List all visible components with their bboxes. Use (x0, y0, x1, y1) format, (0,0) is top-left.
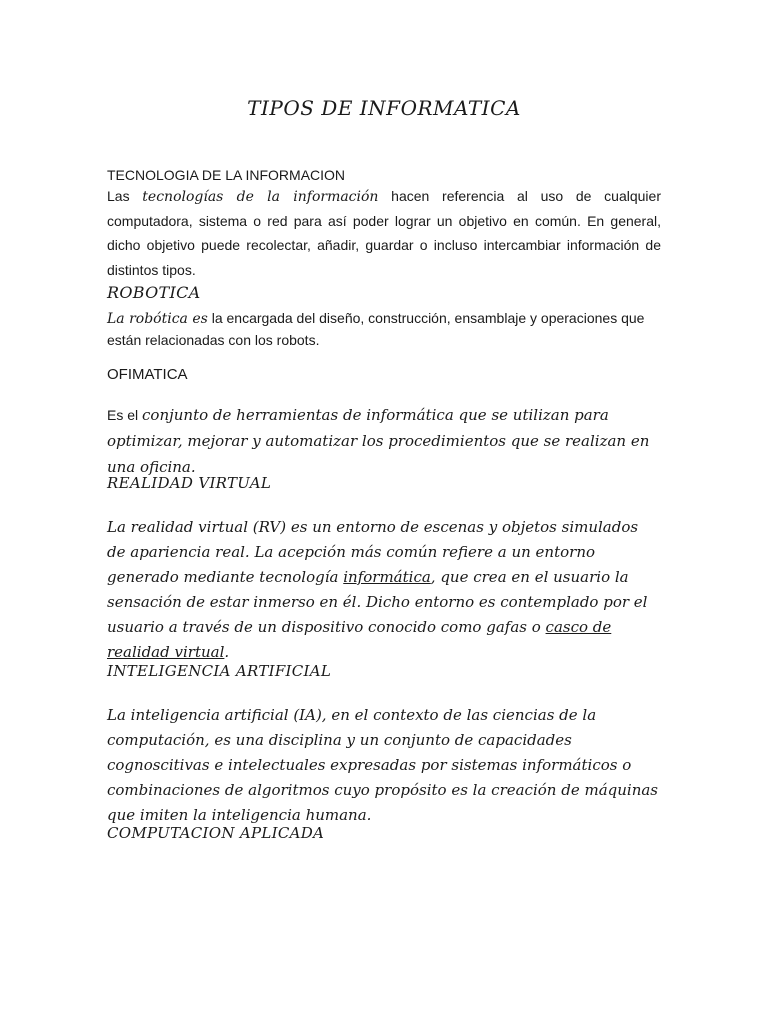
section-heading-inteligencia-artificial: INTELIGENCIA ARTIFICIAL (107, 662, 332, 680)
paragraph-realidad-virtual-text-2: , que crea en el usuario la sensación de estar inmerso en él. Dicho entorno es contemplado por el usuario a través de un dispositivo conocido como gafas o (107, 568, 648, 636)
paragraph-tecnologia (107, 185, 661, 283)
paragraph-ofimatica-lead: Es el (107, 407, 143, 423)
section-heading-tecnologia: TECNOLOGIA DE LA INFORMACION (107, 167, 346, 183)
paragraph-realidad-virtual-text-1: La realidad virtual (RV) es un entorno de escenas y objetos simulados de apariencia real. La acepción más común refiere a un entorno generado mediante tecnología (107, 518, 639, 586)
paragraph-robotica-lead: La robótica es (107, 311, 208, 327)
paragraph-ofimatica (107, 403, 661, 481)
page-title: TIPOS DE INFORMATICA (247, 96, 521, 120)
paragraph-realidad-virtual (107, 515, 661, 665)
section-heading-realidad-virtual: REALIDAD VIRTUAL (107, 474, 272, 492)
paragraph-inteligencia-artificial: La inteligencia artificial (IA), en el contexto de las ciencias de la computación, es una disciplina y un conjunto de capacidades cognoscitivas e intelectuales expresadas por sistemas informáticos o combinaciones de algoritmos cuyo propósito es la creación de máquinas que imiten la inteligencia humana. (107, 706, 658, 824)
link-informatica[interactable]: informática (343, 568, 431, 586)
link-casco-realidad-virtual[interactable]: casco de realidad virtual (107, 618, 612, 661)
paragraph-tecnologia-body: hacen referencia al uso de cualquier computadora, sistema o red para así poder lograr un objetivo en común. En general, dicho objetivo puede recolectar, añadir, guardar o incluso intercambiar información de distintos tipos. (107, 188, 661, 278)
section-heading-robotica: ROBOTICA (107, 283, 201, 302)
paragraph-ofimatica-body: conjunto de herramientas de informática que se utilizan para optimizar, mejorar y automatizar los procedimientos que se realizan en una oficina. (107, 406, 650, 476)
paragraph-realidad-virtual-text-3: . (224, 643, 230, 661)
paragraph-tecnologia-lead: Las (107, 188, 143, 204)
section-heading-ofimatica: OFIMATICA (107, 366, 188, 383)
section-heading-computacion-aplicada: COMPUTACION APLICADA (107, 824, 325, 842)
paragraph-robotica-body: la encargada del diseño, construcción, ensamblaje y operaciones que están relacionadas con los robots. (107, 310, 645, 348)
paragraph-robotica (107, 308, 661, 352)
paragraph-tecnologia-highlight: tecnologías de la información (142, 189, 379, 205)
